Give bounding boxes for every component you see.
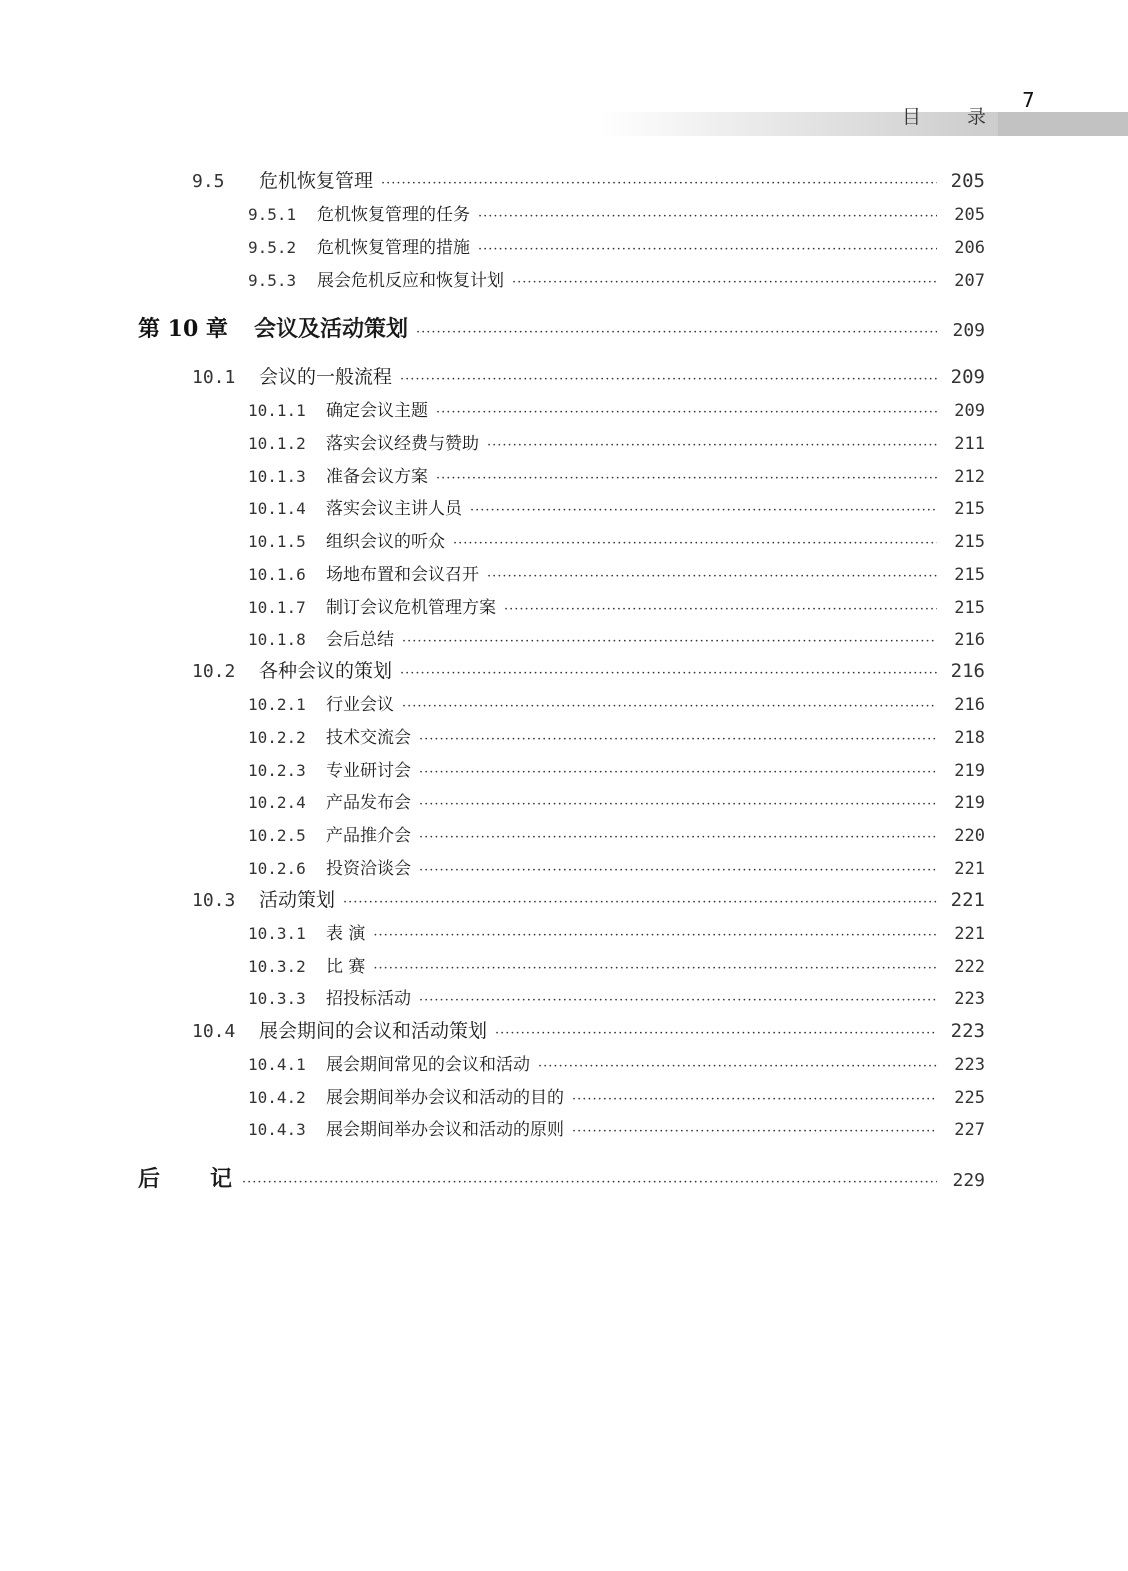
entry-page: 219 xyxy=(954,761,985,781)
entry-title: 危机恢复管理的措施 xyxy=(317,238,470,258)
entry-title: 危机恢复管理的任务 xyxy=(317,205,470,225)
entry-number: 10.2 xyxy=(192,661,236,682)
toc-entry[interactable] xyxy=(248,462,985,490)
entry-number: 10.1.8 xyxy=(248,630,306,649)
entry-page: 206 xyxy=(954,238,985,258)
entry-number: 10.3 xyxy=(192,890,236,911)
toc-entry[interactable] xyxy=(248,690,985,718)
entry-title: 落实会议主讲人员 xyxy=(326,499,462,519)
entry-page: 216 xyxy=(950,660,985,682)
entry-title: 场地布置和会议召开 xyxy=(326,565,479,585)
toc-entry[interactable] xyxy=(248,429,985,457)
toc-entry[interactable] xyxy=(192,362,985,390)
dot-leader xyxy=(504,602,937,617)
entry-page: 222 xyxy=(954,957,985,977)
dot-leader xyxy=(487,569,937,584)
entry-title: 会后总结 xyxy=(326,630,394,650)
entry-number: 10.2.6 xyxy=(248,859,306,878)
toc-entry[interactable] xyxy=(248,266,985,294)
toc-entry[interactable] xyxy=(248,854,985,882)
toc-entry[interactable] xyxy=(248,396,985,424)
chapter-number: 第 10 章 xyxy=(138,316,228,342)
entry-number: 10.4.2 xyxy=(248,1088,306,1107)
toc-entry[interactable] xyxy=(248,821,985,849)
dot-leader xyxy=(453,536,937,551)
entry-page: 218 xyxy=(954,728,985,748)
dot-leader xyxy=(495,1026,937,1041)
entry-number: 9.5.3 xyxy=(248,271,297,290)
dot-leader xyxy=(419,732,937,747)
entry-page: 227 xyxy=(954,1120,985,1140)
entry-number: 10.2.1 xyxy=(248,695,306,714)
entry-number: 10.4.1 xyxy=(248,1055,306,1074)
dot-leader xyxy=(400,666,937,681)
toc-entry[interactable] xyxy=(248,560,985,588)
entry-number: 10.3.3 xyxy=(248,989,306,1008)
entry-title: 会议的一般流程 xyxy=(259,366,393,388)
dot-leader xyxy=(436,471,937,486)
entry-page: 225 xyxy=(954,1088,985,1108)
toc-entry[interactable] xyxy=(248,233,985,261)
entry-page: 215 xyxy=(954,598,985,618)
entry-page: 219 xyxy=(954,793,985,813)
dot-leader xyxy=(572,1124,937,1139)
running-header-title: 目录 xyxy=(902,106,1033,128)
entry-page: 216 xyxy=(954,630,985,650)
entry-page: 223 xyxy=(954,989,985,1009)
entry-number: 10.4.3 xyxy=(248,1120,306,1139)
entry-number: 10.2.3 xyxy=(248,761,306,780)
entry-title: 产品推介会 xyxy=(326,826,411,846)
entry-title: 落实会议经费与赞助 xyxy=(326,434,479,454)
toc-entry[interactable] xyxy=(248,952,985,980)
entry-number: 10.1.3 xyxy=(248,467,306,486)
dot-leader xyxy=(419,765,937,780)
entry-number: 10.2.4 xyxy=(248,793,306,812)
entry-title: 各种会议的策划 xyxy=(259,660,393,682)
entry-page: 223 xyxy=(950,1020,985,1042)
entry-title: 招投标活动 xyxy=(326,989,411,1009)
entry-page: 229 xyxy=(952,1170,985,1191)
entry-number: 10.1.7 xyxy=(248,598,306,617)
toc-entry[interactable] xyxy=(248,527,985,555)
dot-leader xyxy=(478,209,937,224)
toc-afterword-entry[interactable] xyxy=(138,1162,985,1194)
entry-title: 专业研讨会 xyxy=(326,761,411,781)
entry-title: 展会期间举办会议和活动的目的 xyxy=(326,1088,564,1108)
entry-page: 205 xyxy=(954,205,985,225)
entry-title: 行业会议 xyxy=(326,695,394,715)
entry-page: 207 xyxy=(954,271,985,291)
entry-title: 制订会议危机管理方案 xyxy=(326,598,496,618)
afterword-title: 后记 xyxy=(138,1166,283,1192)
entry-title: 投资洽谈会 xyxy=(326,859,411,879)
entry-title: 展会期间的会议和活动策划 xyxy=(259,1020,488,1042)
entry-page: 215 xyxy=(954,499,985,519)
toc-entry[interactable] xyxy=(192,885,985,913)
entry-title: 确定会议主题 xyxy=(326,401,428,421)
entry-number: 10.2.2 xyxy=(248,728,306,747)
dot-leader xyxy=(419,993,937,1008)
toc-entry[interactable] xyxy=(248,625,985,653)
toc-entry[interactable] xyxy=(192,166,985,194)
entry-number: 9.5 xyxy=(192,171,225,192)
toc-entry[interactable] xyxy=(248,1050,985,1078)
entry-number: 10.1.6 xyxy=(248,565,306,584)
entry-title: 准备会议方案 xyxy=(326,467,428,487)
dot-leader xyxy=(419,797,937,812)
entry-number: 10.1 xyxy=(192,367,236,388)
chapter-title: 会议及活动策划 xyxy=(254,316,409,342)
entry-title: 技术交流会 xyxy=(326,728,411,748)
entry-page: 212 xyxy=(954,467,985,487)
toc-entry[interactable] xyxy=(248,723,985,751)
dot-leader xyxy=(478,242,937,257)
dot-leader xyxy=(416,325,937,340)
toc-entry[interactable] xyxy=(248,919,985,947)
entry-number: 10.2.5 xyxy=(248,826,306,845)
dot-leader xyxy=(419,830,937,845)
entry-number: 10.3.2 xyxy=(248,957,306,976)
dot-leader xyxy=(242,1175,937,1190)
entry-number: 10.1.2 xyxy=(248,434,306,453)
entry-page: 221 xyxy=(954,924,985,944)
entry-page: 209 xyxy=(954,401,985,421)
entry-title: 活动策划 xyxy=(259,889,336,911)
entry-title: 组织会议的听众 xyxy=(326,532,445,552)
entry-page: 215 xyxy=(954,532,985,552)
entry-title: 危机恢复管理 xyxy=(259,170,374,192)
entry-page: 211 xyxy=(954,434,985,454)
toc-entry[interactable] xyxy=(248,984,985,1012)
toc-entry[interactable] xyxy=(248,494,985,522)
entry-title: 表 演 xyxy=(326,924,366,944)
dot-leader xyxy=(487,438,937,453)
entry-page: 221 xyxy=(954,859,985,879)
toc-entry[interactable] xyxy=(192,1016,985,1044)
page-number: 7 xyxy=(1022,88,1035,112)
entry-title: 展会危机反应和恢复计划 xyxy=(317,271,504,291)
entry-page: 209 xyxy=(950,366,985,388)
entry-number: 10.1.1 xyxy=(248,401,306,420)
dot-leader xyxy=(402,699,937,714)
entry-page: 221 xyxy=(950,889,985,911)
entry-page: 220 xyxy=(954,826,985,846)
dot-leader xyxy=(512,275,937,290)
toc-entry[interactable] xyxy=(248,756,985,784)
entry-number: 10.4 xyxy=(192,1021,236,1042)
entry-number: 9.5.1 xyxy=(248,205,297,224)
dot-leader xyxy=(373,961,937,976)
entry-page: 215 xyxy=(954,565,985,585)
entry-title: 比 赛 xyxy=(326,957,366,977)
entry-number: 10.1.5 xyxy=(248,532,306,551)
toc-chapter-entry[interactable] xyxy=(138,312,985,344)
entry-page: 209 xyxy=(952,320,985,341)
entry-title: 展会期间举办会议和活动的原则 xyxy=(326,1120,564,1140)
toc-entry[interactable] xyxy=(248,1115,985,1143)
dot-leader xyxy=(381,176,937,191)
toc-entry[interactable] xyxy=(192,656,985,684)
dot-leader xyxy=(572,1092,937,1107)
entry-page: 216 xyxy=(954,695,985,715)
toc-entry[interactable] xyxy=(248,593,985,621)
dot-leader xyxy=(419,863,937,878)
entry-number: 10.3.1 xyxy=(248,924,306,943)
entry-number: 10.1.4 xyxy=(248,499,306,518)
dot-leader xyxy=(343,895,937,910)
entry-title: 展会期间常见的会议和活动 xyxy=(326,1055,530,1075)
entry-page: 223 xyxy=(954,1055,985,1075)
dot-leader xyxy=(400,372,937,387)
dot-leader xyxy=(436,405,937,420)
dot-leader xyxy=(402,634,937,649)
dot-leader xyxy=(470,503,937,518)
toc-entry[interactable] xyxy=(248,1083,985,1111)
toc-entry[interactable] xyxy=(248,788,985,816)
entry-number: 9.5.2 xyxy=(248,238,297,257)
dot-leader xyxy=(538,1059,937,1074)
entry-title: 产品发布会 xyxy=(326,793,411,813)
toc-entry[interactable] xyxy=(248,200,985,228)
dot-leader xyxy=(373,928,937,943)
entry-page: 205 xyxy=(950,170,985,192)
